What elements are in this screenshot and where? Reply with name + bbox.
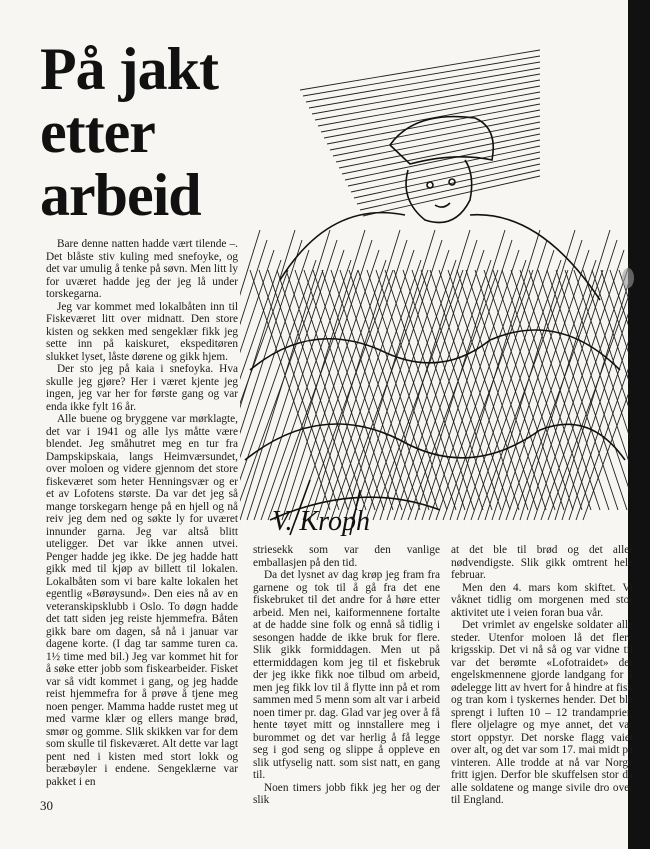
- hatch-stroke: [289, 250, 379, 520]
- hatch-stroke: [450, 230, 540, 520]
- illustration-drawing: [240, 40, 630, 540]
- hatch-stroke: [421, 270, 501, 510]
- hatch-stroke: [403, 270, 483, 510]
- sky-stroke: [354, 158, 540, 198]
- hatch-stroke: [513, 270, 603, 520]
- hatch-stroke: [520, 270, 600, 510]
- hatch-stroke: [331, 260, 421, 520]
- hatch-stroke: [359, 250, 449, 520]
- paragraph: Der sto jeg på kaia i snefoyka. Hva skulle jeg gjøre? Her i været kjente jeg ingen, jeg var her for første gang og var enda ikke fylt 16 år.: [46, 363, 238, 413]
- sky-stroke: [357, 164, 540, 204]
- paragraph: Noen timers jobb fikk jeg her og der slik: [253, 781, 440, 806]
- title-line: arbeid: [40, 162, 201, 228]
- text-column-1: [46, 238, 238, 788]
- hatch-stroke: [345, 230, 435, 520]
- hatch-stroke: [520, 230, 610, 520]
- ink-illustration: [240, 40, 630, 540]
- sky-stroke: [333, 116, 540, 156]
- sky-stroke: [339, 128, 540, 168]
- title-line: På jakt: [40, 36, 218, 102]
- hatch-stroke: [338, 270, 428, 520]
- sky-stroke: [336, 122, 540, 162]
- hatch-stroke: [349, 270, 429, 510]
- paragraph: Jeg var kommet med lokalbåten inn til Fiskeværet litt over midnatt. Den store kisten og sekken med sengeklær fikk jeg sette inn på kaiskuret, ekspeditøren slukket lyset, låste dørene og gikk hjem.: [46, 300, 238, 363]
- sky-stroke: [303, 56, 540, 96]
- sky-stroke: [327, 104, 540, 144]
- hatch-stroke: [254, 250, 344, 520]
- hatch-stroke: [565, 270, 630, 510]
- hatch-stroke: [322, 270, 402, 510]
- hatch-stroke: [358, 270, 438, 510]
- paragraph: at det ble til brød og det aller nødvendigste. Slik gikk omtrent hele februar.: [451, 544, 633, 581]
- sky-stroke: [315, 80, 540, 120]
- hatch-stroke: [275, 230, 365, 520]
- sky-stroke: [345, 140, 540, 180]
- hatch-stroke: [313, 270, 393, 510]
- hatch-stroke: [261, 260, 351, 520]
- sky-stroke: [363, 176, 540, 216]
- sky-stroke: [342, 134, 540, 174]
- hatch-stroke: [367, 270, 447, 510]
- paragraph: Men den 4. mars kom skiftet. Vi våknet tidlig om morgenen med stor aktivitet ute i veien foran bua vår.: [451, 581, 633, 619]
- hatch-stroke: [443, 270, 533, 520]
- hatch-stroke: [286, 270, 366, 510]
- hatch-stroke: [499, 250, 589, 520]
- hatch-stroke: [534, 250, 624, 520]
- article-title: [40, 38, 250, 227]
- title-line: etter: [40, 99, 155, 165]
- hatch-stroke: [429, 250, 519, 520]
- sky-stroke: [330, 110, 540, 150]
- paragraph: striesekk som var den vanlige emballasjen på den tid.: [253, 544, 440, 569]
- hatch-stroke: [380, 230, 470, 520]
- hatch-stroke: [430, 270, 510, 510]
- hatch-stroke: [556, 270, 630, 510]
- sky-stroke: [348, 146, 540, 186]
- hatch-stroke: [304, 270, 384, 510]
- paragraph: Alle buene og bryggene var mørklagte, det var i 1941 og alle lys måtte være blendet. Jeg småhutret meg en tur fra Dampskipskaia, langs Heimværsundet, over moloen og videre gjennom det store fiskeværet som heter Henningsvær og er et av Lofotens største. Da var det jeg så mange torskegarn henge på en hjell og nå reiv jeg dem ned og søkte ly for uværet innunder garna. Jeg var altså blitt uteligger. Det var ikke annen utvei. Penger hadde jeg ikke. De jeg hadde hatt gikk med til kjøp av billett til lokalen. Lokalbåten som vi bare kalte lokalen het egentlig «Børøysund». Den eies nå av en veteranskipsklubb i Oslo. To døgn hadde det tatt siden jeg reiste hjemmefra. Båten gikk bare om dagen, så nå i januar var dagene korte. (I dag tar samme turen ca. 1½ time med bil.) Jeg var kommet hit for å søke etter jobb som fiskearbeider. Fisket var så vidt kommet i gang, og jeg hadde reist hjemmefra for å prøve å tjene meg noen penger. Mamma hadde rustet meg ut med varme klær og ellers mange brød, smør og gomme. Slik skikken var for dem som skulle til fiskeværet. Alt dette var lagt pent ned i kisten med stort lokk og beræbøyler i endene. Sengeklærne var pakket i en: [46, 413, 239, 788]
- sky-stroke: [312, 74, 540, 114]
- hatch-stroke: [394, 270, 474, 510]
- hatch-stroke: [415, 230, 505, 520]
- illustration-signature: V. Kroph: [272, 506, 371, 537]
- paragraph: Da det lysnet av dag krøp jeg fram fra garnene og tok til å gå fra det ene fiskebruket til det andre for å høre etter arbeid. Men nei, kaiformennene fortalte at de hadde sine folk og ennå så tidlig i sesongen hadde de ikke bruk for flere. Slik gikk formiddagen. Men ut på ettermiddagen kom jeg til et fiskebruk der jeg ikke fikk noe tilbud om arbeid, men jeg fikk lov til å flytte inn på et rom sammen med 5 menn som alt var i arbeid noen timer pr. dag. Glad var jeg over å få hente tøyet mitt og innstallere meg i burommet og det var herlig å få legge seg i god seng og slippe å oppleve en slik utfyselig natt. som sist natt, en gang til.: [253, 569, 440, 781]
- hatch-stroke: [331, 270, 411, 510]
- hatch-stroke: [436, 260, 526, 520]
- text-column-3: [451, 544, 633, 807]
- hatch-stroke: [240, 240, 302, 520]
- sky-stroke: [309, 68, 540, 108]
- sky-stroke: [321, 92, 540, 132]
- hatch-stroke: [408, 270, 498, 520]
- hatch-stroke: [538, 270, 618, 510]
- sky-stroke: [300, 50, 540, 90]
- paragraph: Bare denne natten hadde vært tilende –. Det blåste stiv kuling med snefoyke, og det var umulig å tenke på søvn. Men litt ly for uværet hadde jeg der jeg lå under torskegarna.: [46, 238, 239, 300]
- paragraph: Det vrimlet av engelske soldater alle steder. Utenfor moloen lå det flere krigsskip. Det vi nå så og var vidne til var det berømte «Lofotraidet» der engelskmennene gjorde landgang for å ødelegge litt av hvert for å hindre at fisk og tran kom i tyskernes hender. Det ble sprengt i luften 10 – 12 trandamprier, flere oljelagre og mye annet, det var stort oppstyr. Det norske flagg vaiet over alt, og det var som 17. mai midt på vinteren. Alle trodde at nå var Norge fritt igjen. Derfor ble skuffelsen stor da alle soldatene og mange sivile dro over til England.: [451, 619, 633, 806]
- hatch-stroke: [484, 270, 564, 510]
- hatch-stroke: [394, 250, 484, 520]
- hatch-stroke: [366, 260, 456, 520]
- page-number: 30: [40, 798, 53, 813]
- hatch-stroke: [527, 240, 617, 520]
- hatch-stroke: [376, 270, 456, 510]
- hatch-stroke: [268, 270, 358, 520]
- sky-stroke: [306, 62, 540, 102]
- text-column-2: [253, 544, 440, 807]
- ink-spot: [622, 268, 634, 288]
